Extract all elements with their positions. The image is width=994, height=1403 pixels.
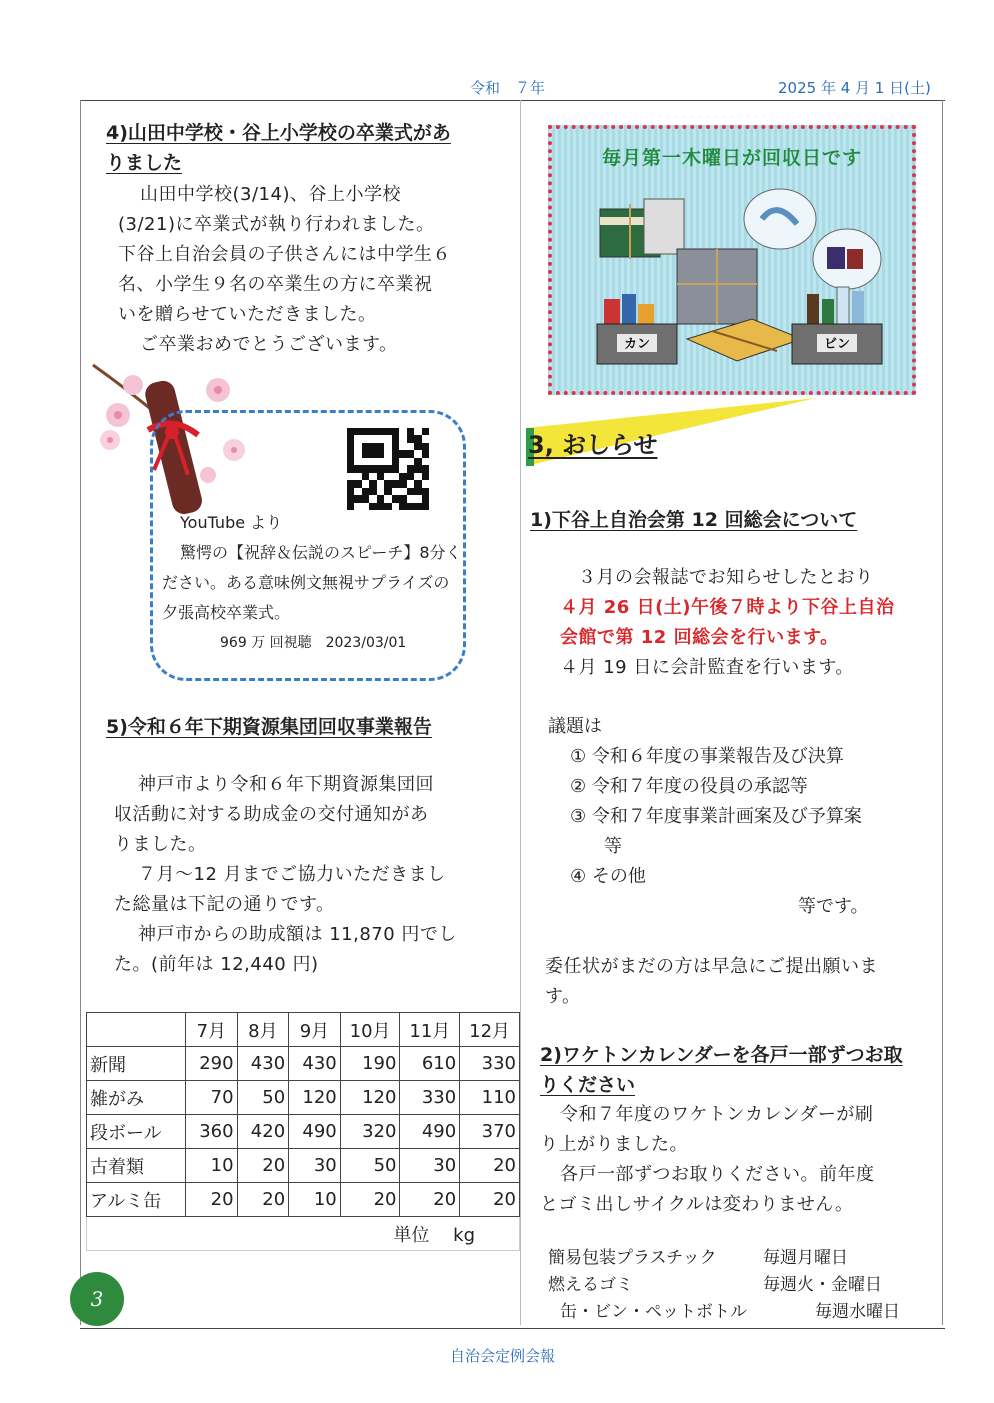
qr-module bbox=[414, 450, 421, 457]
page-number-badge: 3 bbox=[70, 1272, 124, 1326]
qr-module bbox=[392, 488, 399, 495]
section5-line: 神戸市からの助成額は 11,870 円でし bbox=[138, 924, 457, 945]
qr-module bbox=[399, 428, 406, 435]
qr-module bbox=[362, 458, 369, 465]
cans-box-label: カン bbox=[623, 337, 651, 352]
qr-module bbox=[399, 465, 406, 472]
collection-day-poster bbox=[548, 125, 916, 395]
qr-module bbox=[347, 458, 354, 465]
notice2-title-line2: りください bbox=[540, 1074, 636, 1096]
qr-module bbox=[414, 465, 421, 472]
agenda-label: 議題は bbox=[548, 716, 602, 737]
qr-module bbox=[407, 428, 414, 435]
section5-line: 神戸市より令和６年下期資源集団回 bbox=[138, 774, 434, 795]
recycling-table bbox=[86, 1012, 520, 1251]
qr-module bbox=[422, 428, 429, 435]
qr-module bbox=[407, 450, 414, 457]
qr-module bbox=[414, 480, 421, 487]
poster-title: 毎月第一木曜日が回収日です bbox=[601, 147, 862, 169]
agenda-end: 等です。 bbox=[798, 896, 869, 917]
qr-module bbox=[414, 435, 421, 442]
qr-module bbox=[347, 473, 354, 480]
qr-module bbox=[354, 488, 361, 495]
qr-module bbox=[422, 488, 429, 495]
notice2-line: 各戸一部ずつお取りください。前年度 bbox=[560, 1164, 875, 1185]
qr-module bbox=[362, 450, 369, 457]
qr-module bbox=[384, 480, 391, 487]
qr-module bbox=[377, 465, 384, 472]
qr-module bbox=[399, 473, 406, 480]
qr-module bbox=[354, 473, 361, 480]
agenda-item: ② 令和７年度の役員の承認等 bbox=[570, 776, 808, 797]
section5-line: た。(前年は 12,440 円) bbox=[114, 954, 319, 975]
header-date: 2025 年 4 月 1 日(土) bbox=[778, 79, 931, 97]
qr-module bbox=[384, 473, 391, 480]
qr-module bbox=[407, 435, 414, 442]
qr-module bbox=[422, 443, 429, 450]
qr-module bbox=[347, 465, 354, 472]
section5-line: た総量は下記の通りです。 bbox=[114, 894, 335, 915]
qr-module bbox=[384, 443, 391, 450]
section3-heading: 3, おしらせ bbox=[528, 431, 658, 459]
section4-line: 名、小学生９名の卒業生の方に卒業祝 bbox=[118, 274, 433, 295]
youtube-note-line: 驚愕の【祝辞＆伝説のスピーチ】8分く bbox=[180, 543, 462, 562]
qr-module bbox=[407, 473, 414, 480]
proxy-note bbox=[545, 952, 878, 1012]
table-unit-row bbox=[87, 1217, 520, 1251]
qr-module bbox=[362, 480, 369, 487]
qr-module bbox=[407, 488, 414, 495]
notice2-body bbox=[540, 1100, 935, 1220]
qr-module bbox=[369, 465, 376, 472]
qr-module bbox=[377, 443, 384, 450]
table-row: アルミ缶 20 20 10 20 20 20 bbox=[87, 1183, 520, 1217]
qr-module bbox=[347, 488, 354, 495]
qr-module bbox=[377, 473, 384, 480]
qr-module bbox=[369, 480, 376, 487]
youtube-note-line: 夕張高校卒業式。 bbox=[162, 603, 291, 622]
table-row: 雑がみ 70 50 120 120 330 110 bbox=[87, 1081, 520, 1115]
month-header: 8月 bbox=[237, 1013, 289, 1047]
notice1-highlight-line: ４月 26 日(土)午後７時より下谷上自治 bbox=[560, 597, 895, 618]
bottles-box-label: ビン bbox=[823, 337, 851, 352]
notice1-title: 1)下谷上自治会第 12 回総会について bbox=[530, 509, 858, 531]
section4 bbox=[106, 118, 511, 360]
qr-module bbox=[354, 495, 361, 502]
qr-module bbox=[399, 495, 406, 502]
qr-module bbox=[362, 495, 369, 502]
qr-module bbox=[369, 488, 376, 495]
qr-module bbox=[369, 428, 376, 435]
qr-module bbox=[399, 488, 406, 495]
qr-module bbox=[414, 458, 421, 465]
qr-module bbox=[354, 428, 361, 435]
section5-line: りました。 bbox=[114, 834, 207, 855]
table-row: 新聞 290 430 430 190 610 330 bbox=[87, 1047, 520, 1081]
youtube-note-views: 969 万 回視聴 2023/03/01 bbox=[220, 635, 407, 651]
table-header-row bbox=[87, 1013, 520, 1047]
notice2-line: 令和７年度のワケトンカレンダーが刷 bbox=[560, 1104, 874, 1125]
qr-module bbox=[414, 488, 421, 495]
row-label: 段ボール bbox=[87, 1115, 186, 1149]
proxy-note-line: 委任状がまだの方は早急にご提出願いま bbox=[545, 956, 878, 977]
notice2-title bbox=[540, 1040, 903, 1100]
qr-module bbox=[392, 435, 399, 442]
agenda-list bbox=[570, 742, 940, 922]
notice1-line: ３月の会報誌でお知らせしたとおり bbox=[578, 567, 874, 588]
qr-module bbox=[392, 443, 399, 450]
youtube-note-line: ださい。ある意味例文無視サプライズの bbox=[162, 573, 450, 592]
header-era: 令和 ７年 bbox=[470, 79, 546, 97]
garbage-schedule bbox=[548, 1245, 908, 1326]
qr-module bbox=[362, 435, 369, 442]
qr-module bbox=[399, 450, 406, 457]
qr-module bbox=[392, 480, 399, 487]
qr-module bbox=[384, 488, 391, 495]
qr-module bbox=[354, 435, 361, 442]
qr-module bbox=[392, 428, 399, 435]
section4-line: いを贈らせていただきました。 bbox=[118, 304, 377, 325]
qr-module bbox=[354, 458, 361, 465]
section5-body bbox=[114, 770, 514, 980]
section4-line: (3/21)に卒業式が執り行われました。 bbox=[118, 214, 435, 235]
qr-module bbox=[392, 473, 399, 480]
row-label: 古着類 bbox=[87, 1149, 186, 1183]
qr-module bbox=[407, 458, 414, 465]
table-row: 段ボール 360 420 490 320 490 370 bbox=[87, 1115, 520, 1149]
qr-module bbox=[392, 495, 399, 502]
qr-module bbox=[362, 465, 369, 472]
qr-module bbox=[384, 465, 391, 472]
qr-module bbox=[354, 443, 361, 450]
magazine-bundle-icon bbox=[687, 319, 802, 361]
notice1-body bbox=[560, 563, 940, 683]
qr-module bbox=[414, 443, 421, 450]
agenda-item: ③ 令和７年度事業計画案及び予算案 bbox=[570, 806, 862, 827]
youtube-note-text bbox=[162, 508, 462, 658]
newspaper-bundle-icon bbox=[600, 199, 684, 259]
qr-module bbox=[392, 458, 399, 465]
qr-module bbox=[384, 458, 391, 465]
column-divider bbox=[520, 100, 521, 1325]
table-unit: 単位 kg bbox=[87, 1217, 520, 1251]
qr-module bbox=[369, 435, 376, 442]
row-label: 雑がみ bbox=[87, 1081, 186, 1115]
notice2-line: とゴミ出しサイクルは変わりません。 bbox=[540, 1194, 854, 1215]
qr-module bbox=[422, 473, 429, 480]
qr-module bbox=[414, 495, 421, 502]
qr-module bbox=[422, 495, 429, 502]
row-label: アルミ缶 bbox=[87, 1183, 186, 1217]
month-header: 9月 bbox=[289, 1013, 341, 1047]
qr-module bbox=[369, 443, 376, 450]
qr-module bbox=[354, 465, 361, 472]
qr-module bbox=[407, 443, 414, 450]
qr-module bbox=[399, 480, 406, 487]
cans-box-icon bbox=[597, 294, 677, 364]
qr-module bbox=[422, 458, 429, 465]
qr-module bbox=[347, 435, 354, 442]
section5-line: ７月～12 月までご協力いただきまし bbox=[138, 864, 446, 885]
schedule-row: 燃えるゴミ 毎週火・金曜日 bbox=[548, 1275, 882, 1295]
notice1-line: ４月 19 日に会計監査を行います。 bbox=[560, 657, 854, 678]
table-row: 古着類 10 20 30 50 30 20 bbox=[87, 1149, 520, 1183]
qr-module bbox=[347, 450, 354, 457]
month-header: 11月 bbox=[400, 1013, 460, 1047]
qr-module bbox=[399, 458, 406, 465]
qr-module bbox=[422, 465, 429, 472]
qr-module bbox=[362, 473, 369, 480]
qr-module bbox=[422, 480, 429, 487]
qr-module bbox=[377, 450, 384, 457]
qr-module bbox=[377, 480, 384, 487]
qr-module bbox=[362, 443, 369, 450]
header-rule bbox=[80, 100, 945, 101]
footer-rule bbox=[80, 1328, 945, 1329]
section5-title: 5)令和６年下期資源集団回収事業報告 bbox=[106, 716, 432, 738]
qr-module bbox=[362, 488, 369, 495]
qr-module bbox=[369, 473, 376, 480]
qr-module bbox=[414, 473, 421, 480]
qr-module bbox=[399, 435, 406, 442]
section4-line: ご卒業おめでとうございます。 bbox=[140, 334, 398, 355]
qr-module bbox=[422, 450, 429, 457]
qr-module bbox=[347, 495, 354, 502]
qr-module bbox=[392, 450, 399, 457]
month-header: 10月 bbox=[340, 1013, 400, 1047]
qr-module bbox=[407, 465, 414, 472]
qr-module bbox=[347, 443, 354, 450]
garbage-bag-icon bbox=[813, 229, 881, 289]
footer-title: 自治会定例会報 bbox=[450, 1347, 556, 1365]
table-corner-cell bbox=[87, 1013, 186, 1047]
left-margin-line bbox=[80, 100, 81, 1325]
notice1-highlight-line: 会館で第 12 回総会を行います。 bbox=[560, 627, 839, 648]
qr-module bbox=[369, 458, 376, 465]
section5-line: 収活動に対する助成金の交付通知があ bbox=[114, 804, 429, 825]
qr-module bbox=[362, 428, 369, 435]
qr-module bbox=[377, 458, 384, 465]
bottles-box-icon bbox=[792, 287, 882, 364]
notice2-title-line1: 2)ワケトンカレンダーを各戸一部ずつお取 bbox=[540, 1044, 903, 1066]
clothes-bag-icon bbox=[744, 189, 816, 249]
month-header: 7月 bbox=[186, 1013, 238, 1047]
qr-module bbox=[347, 428, 354, 435]
qr-module bbox=[414, 428, 421, 435]
qr-module bbox=[384, 428, 391, 435]
qr-module bbox=[384, 435, 391, 442]
notice2-line: り上がりました。 bbox=[540, 1134, 688, 1155]
agenda-item-continuation: 等 bbox=[604, 836, 622, 857]
qr-module bbox=[407, 495, 414, 502]
qr-module bbox=[354, 450, 361, 457]
qr-module bbox=[422, 435, 429, 442]
qr-module bbox=[384, 450, 391, 457]
agenda-item: ① 令和６年度の事業報告及び決算 bbox=[570, 746, 844, 767]
qr-module bbox=[377, 435, 384, 442]
section4-line: 山田中学校(3/14)、谷上小学校 bbox=[140, 184, 401, 205]
proxy-note-line: す。 bbox=[545, 986, 581, 1007]
qr-module bbox=[354, 480, 361, 487]
youtube-note-line: YouTube より bbox=[180, 513, 283, 532]
section4-title-line2: りました bbox=[106, 152, 183, 174]
qr-module bbox=[377, 495, 384, 502]
section4-title-line1: 4)山田中学校・谷上小学校の卒業式があ bbox=[106, 122, 451, 144]
recyclables-illustration bbox=[552, 179, 912, 389]
qr-module bbox=[399, 443, 406, 450]
qr-module bbox=[384, 495, 391, 502]
qr-module bbox=[347, 480, 354, 487]
schedule-row: 簡易包装プラスチック 毎週月曜日 bbox=[548, 1248, 848, 1268]
qr-module bbox=[369, 495, 376, 502]
cardboard-bundle-icon bbox=[677, 249, 757, 324]
qr-module bbox=[369, 450, 376, 457]
agenda-item: ④ その他 bbox=[570, 866, 646, 887]
qr-module bbox=[392, 465, 399, 472]
month-header: 12月 bbox=[460, 1013, 520, 1047]
qr-code-icon[interactable] bbox=[347, 428, 429, 510]
schedule-row: 缶・ビン・ペットボトル 毎週水曜日 bbox=[560, 1302, 900, 1322]
qr-module bbox=[377, 428, 384, 435]
qr-module bbox=[377, 488, 384, 495]
row-label: 新聞 bbox=[87, 1047, 186, 1081]
right-margin-line bbox=[942, 100, 943, 1325]
section4-line: 下谷上自治会員の子供さんには中学生６ bbox=[118, 244, 451, 265]
qr-module bbox=[407, 480, 414, 487]
